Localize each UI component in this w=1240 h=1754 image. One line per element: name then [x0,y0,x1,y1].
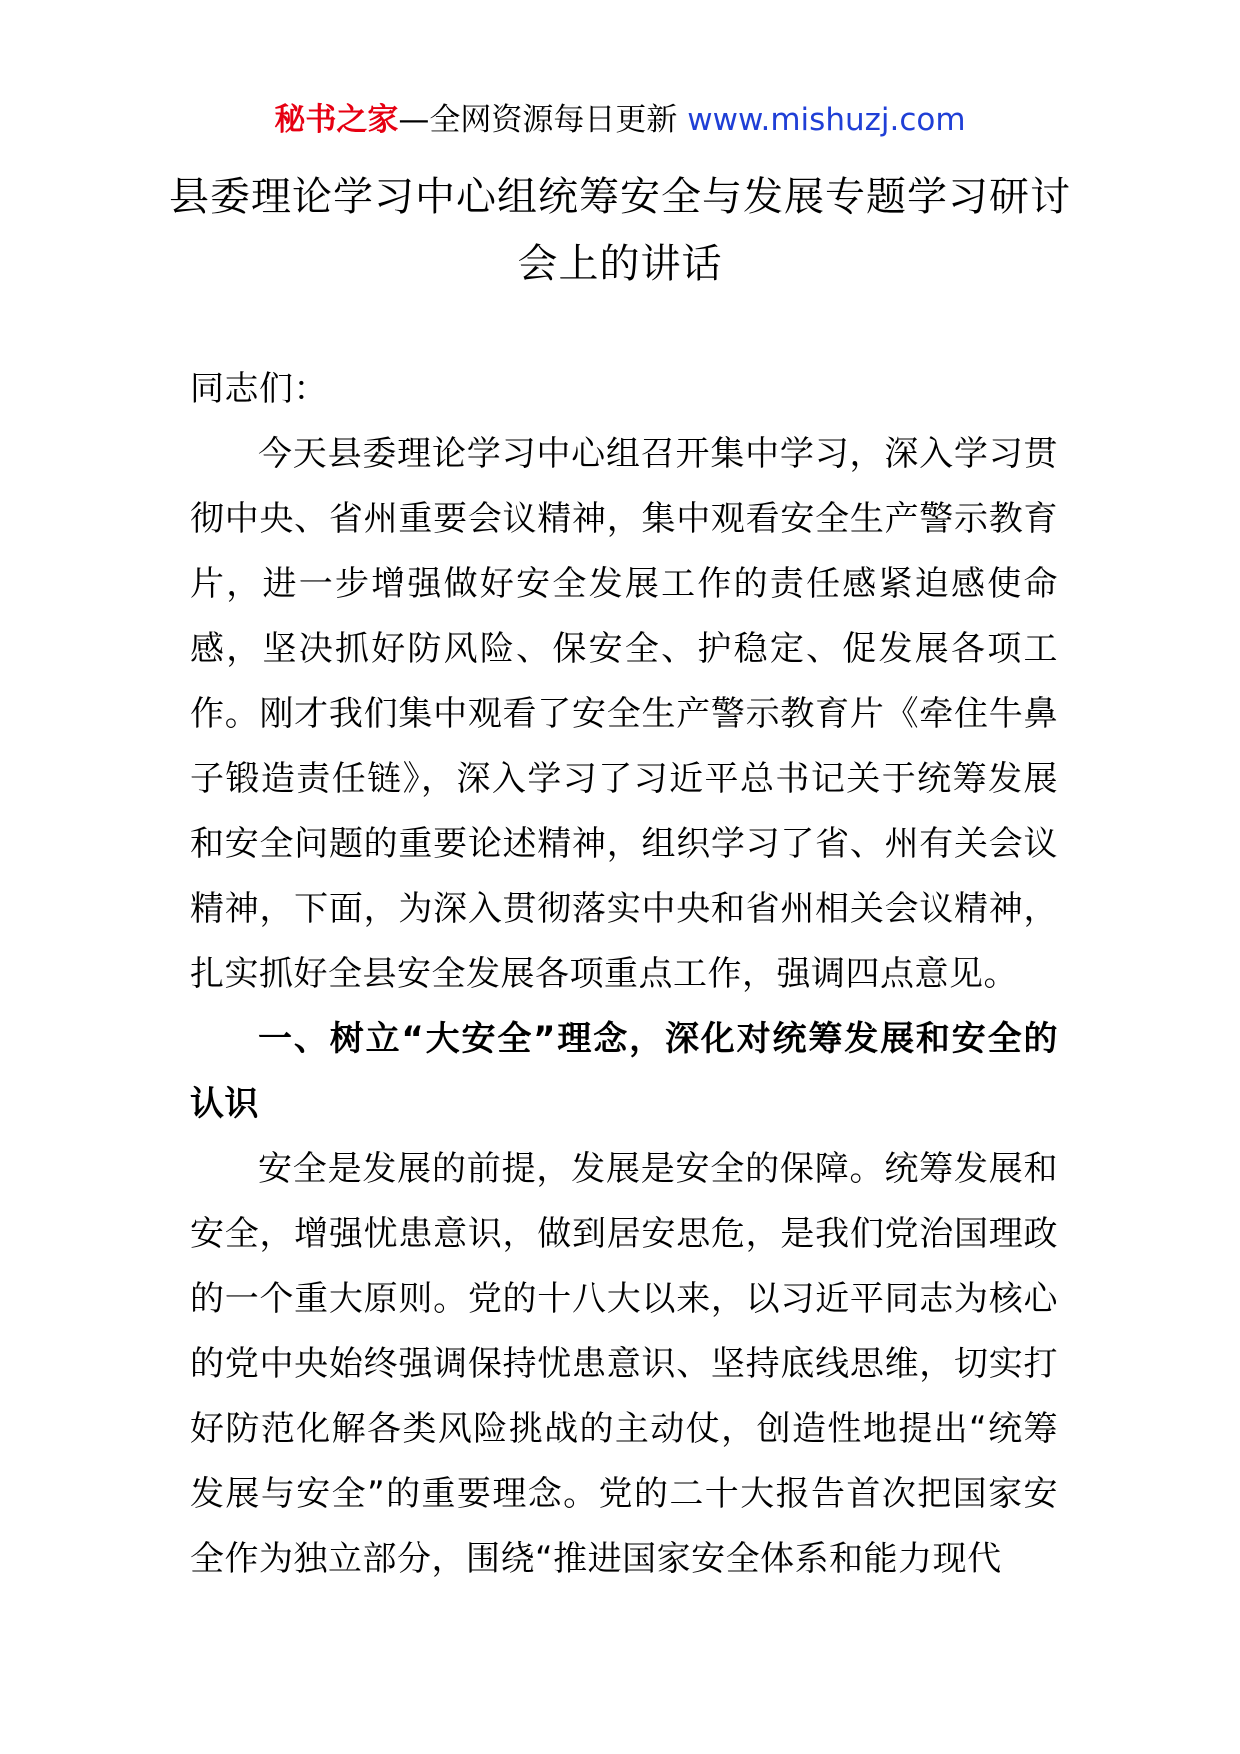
document-title: 县委理论学习中心组统筹安全与发展专题学习研讨会上的讲话 [169,174,1071,287]
site-url-link[interactable]: www.mishuzj.com [687,102,966,138]
document-body [190,357,1058,1592]
header-tagline: —全网资源每日更新 [398,102,678,138]
section-heading-1: 一、树立“大安全”理念，深化对统筹发展和安全的认识 [190,1019,1058,1124]
salutation: 同志们： [190,369,328,409]
site-header [0,98,1240,142]
paragraph-section-1: 安全是发展的前提，发展是安全的保障。统筹发展和安全，增强忧患意识，做到居安思危，是我们党治国理政的一个重大原则。党的十八大以来，以习近平同志为核心的党中央始终强调保持忧患意识、坚持底线思维，切实打好防范化解各类风险挑战的主动仗，创造性地提出“统筹发展与安全”的重要理念。党的二十大报告首次把国家安全作为独立部分，围绕“推进国家安全体系和能力现代 [190,1149,1058,1579]
brand-name: 秘书之家 [274,102,399,138]
paragraph-intro: 今天县委理论学习中心组召开集中学习，深入学习贯彻中央、省州重要会议精神，集中观看安全生产警示教育片，进一步增强做好安全发展工作的责任感紧迫感使命感，坚决抓好防风险、保安全、护稳定、促发展各项工作。刚才我们集中观看了安全生产警示教育片《牵住牛鼻子锻造责任链》，深入学习了习近平总书记关于统筹发展和安全问题的重要论述精神，组织学习了省、州有关会议精神，下面，为深入贯彻落实中央和省州相关会议精神，扎实抓好全县安全发展各项重点工作，强调四点意见。 [190,434,1058,994]
